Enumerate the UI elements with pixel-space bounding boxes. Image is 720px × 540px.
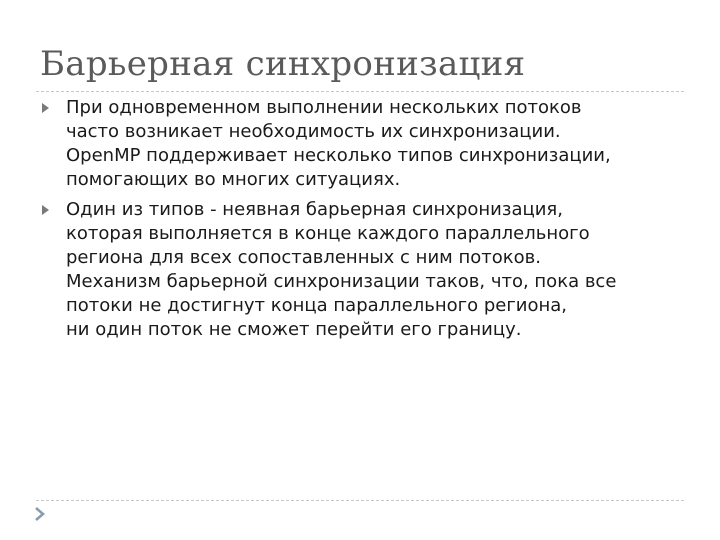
bullet-line: помогающих во многих ситуациях. [66,169,401,190]
bullet-line: Один из типов - неявная барьерная синхронизация, [66,199,563,220]
bullet-line: региона для всех сопоставленных с ним потоков. [66,247,541,268]
bullet-line: часто возникает необходимость их синхронизации. [66,121,561,142]
slide-title: Барьерная синхронизация [40,44,526,84]
title-divider [36,91,684,92]
bullet-line: Механизм барьерной синхронизации таков, что, пока все [66,271,617,292]
bullet-item [40,198,680,342]
bullet-item [40,96,680,192]
triangle-bullet-icon [42,205,49,215]
slide-content [40,96,680,348]
bullet-line: OpenMP поддерживает несколько типов синхронизации, [66,145,611,166]
bullet-line: ни один поток не сможет перейти его границу. [66,319,522,340]
triangle-bullet-icon [42,103,49,113]
bullet-line: которая выполняется в конце каждого параллельного [66,223,590,244]
chevron-right-icon[interactable] [33,506,47,522]
bullet-line: При одновременном выполнении нескольких потоков [66,97,582,118]
bullet-line: потоки не достигнут конца параллельного региона, [66,295,568,316]
footer-divider [36,500,684,501]
